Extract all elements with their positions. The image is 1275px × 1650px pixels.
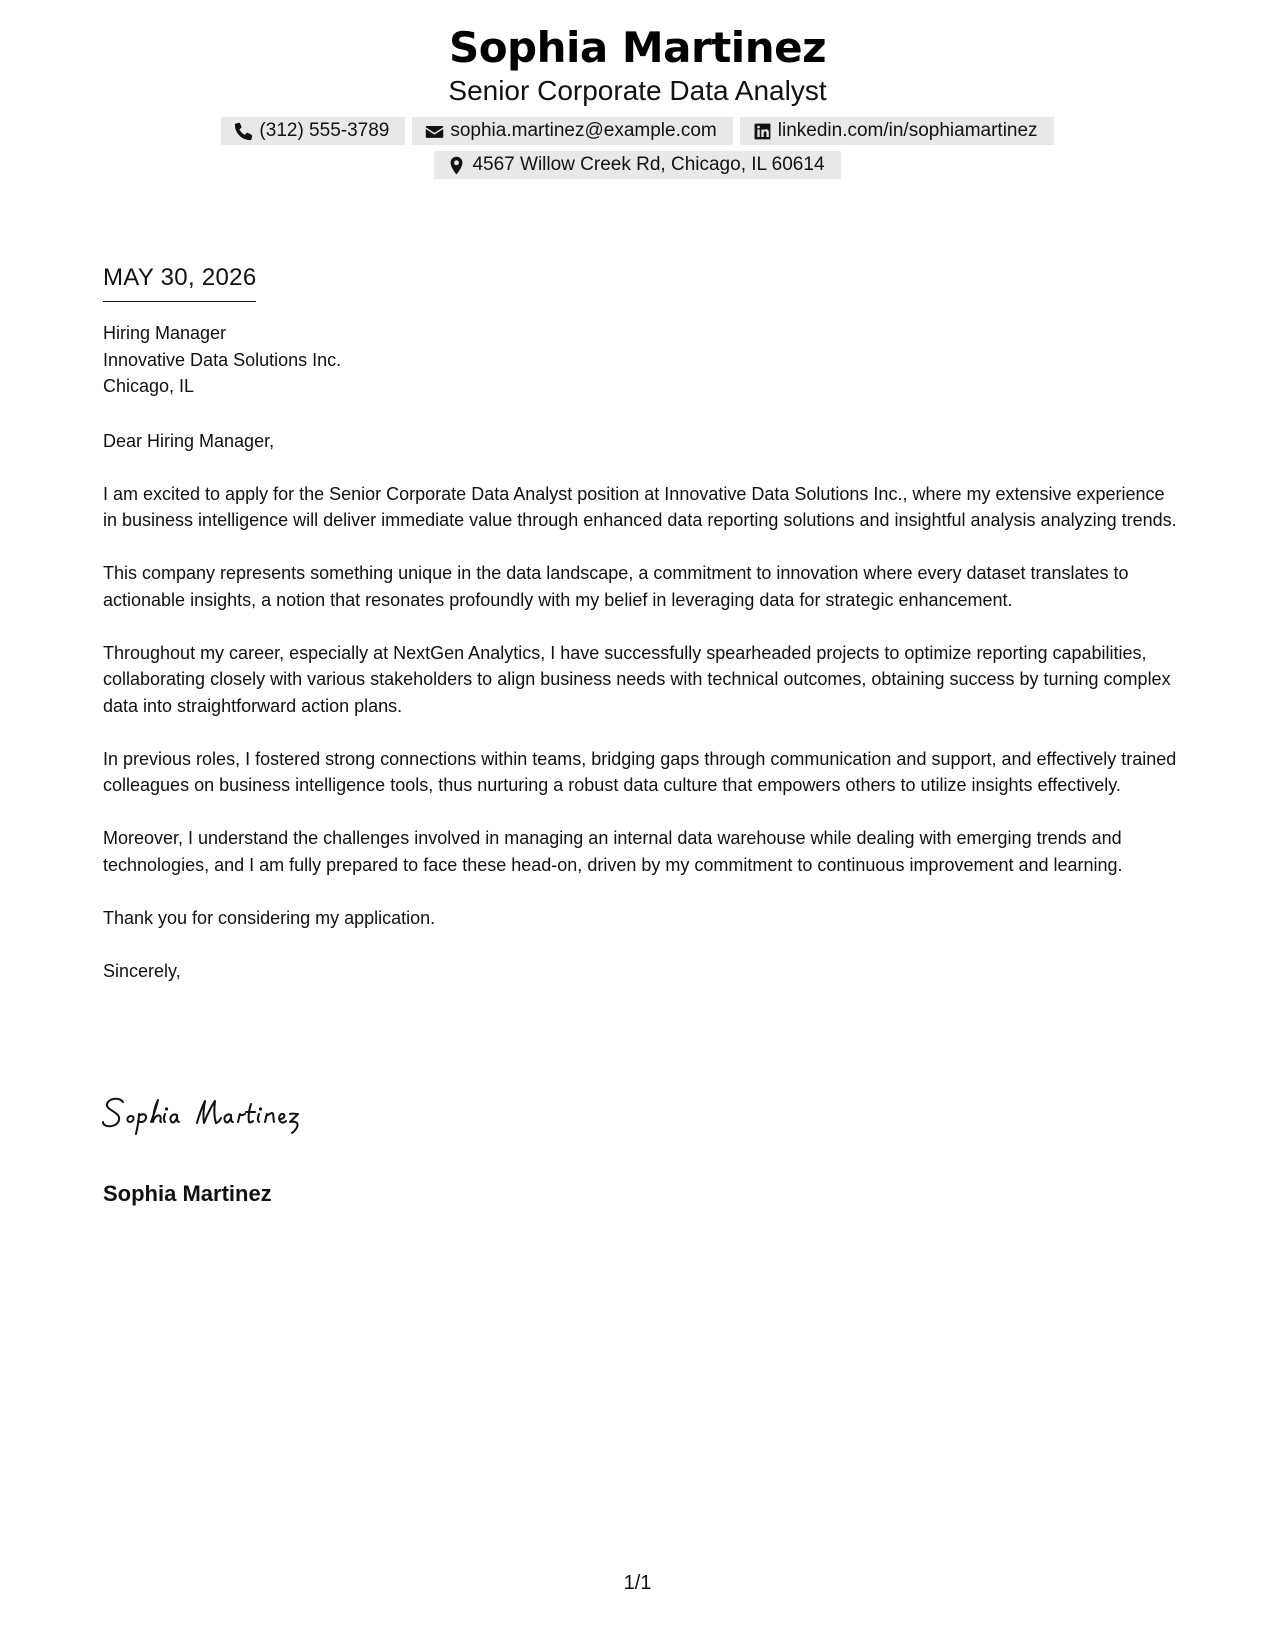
- salutation: Dear Hiring Manager,: [103, 430, 275, 451]
- recipient-line: Innovative Data Solutions Inc.: [103, 349, 342, 370]
- linkedin-icon: [753, 122, 772, 141]
- envelope-icon: [425, 122, 444, 141]
- phone-chip: [221, 117, 405, 145]
- body-paragraph: In previous roles, I fostered strong connections within teams, bridging gaps through communication and support, and effectively trained colleagues on business intelligence tools, thus nurturing a robust data culture that empowers others to utilize insights effectively.: [103, 748, 1177, 795]
- linkedin-text: linkedin.com/in/sophiamartinez: [777, 120, 1038, 141]
- address-text: 4567 Willow Creek Rd, Chicago, IL 60614: [472, 154, 825, 175]
- body-paragraph: Moreover, I understand the challenges involved in managing an internal data warehouse while dealing with emerging trends and technologies, and I am fully prepared to face these head-on, driven by my commitment to continuous improvement and learning.: [103, 828, 1123, 875]
- contact-row: [0, 117, 1275, 145]
- recipient-line: Hiring Manager: [103, 323, 227, 343]
- body-paragraph: Throughout my career, especially at NextGen Analytics, I have successfully spearheaded projects to optimize reporting capabilities, collaborating closely with various stakeholders to align business needs with technical outcomes, obtaining success by turning complex data into straightforward action plans.: [103, 642, 1171, 716]
- letter-header: [0, 22, 1275, 179]
- email-text: sophia.martinez@example.com: [450, 120, 717, 141]
- phone-text: (312) 555-3789: [259, 120, 390, 141]
- handwritten-signature: [101, 1090, 361, 1143]
- closing: Sincerely,: [103, 960, 181, 981]
- address-row: [0, 151, 1275, 179]
- recipient-line: Chicago, IL: [103, 376, 195, 396]
- thank-you-line: Thank you for considering my application.: [103, 907, 436, 928]
- body-paragraph: This company represents something unique in the data landscape, a commitment to innovation where every dataset translates to actionable insights, a notion that resonates profoundly with my belief in leveraging data for strategic enhancement.: [103, 563, 1129, 610]
- signed-name: Sophia Martinez: [103, 1181, 272, 1206]
- page-indicator: 1/1: [623, 1572, 652, 1594]
- map-marker-icon: [447, 156, 466, 175]
- phone-icon: [234, 122, 253, 141]
- address-chip: [434, 151, 840, 179]
- email-chip: [412, 117, 732, 145]
- body-paragraph: I am excited to apply for the Senior Corporate Data Analyst position at Innovative Data Solutions Inc., where my extensive experience in business intelligence will deliver immediate value through enhanced data reporting solutions and insightful analysis analyzing trends.: [103, 483, 1177, 530]
- letter-date: MAY 30, 2026: [103, 262, 256, 302]
- applicant-name: Sophia Martinez: [448, 23, 827, 72]
- applicant-title: Senior Corporate Data Analyst: [448, 75, 827, 106]
- letter-body: [103, 320, 1178, 1011]
- linkedin-chip: [740, 117, 1054, 145]
- recipient-block: [103, 320, 1178, 400]
